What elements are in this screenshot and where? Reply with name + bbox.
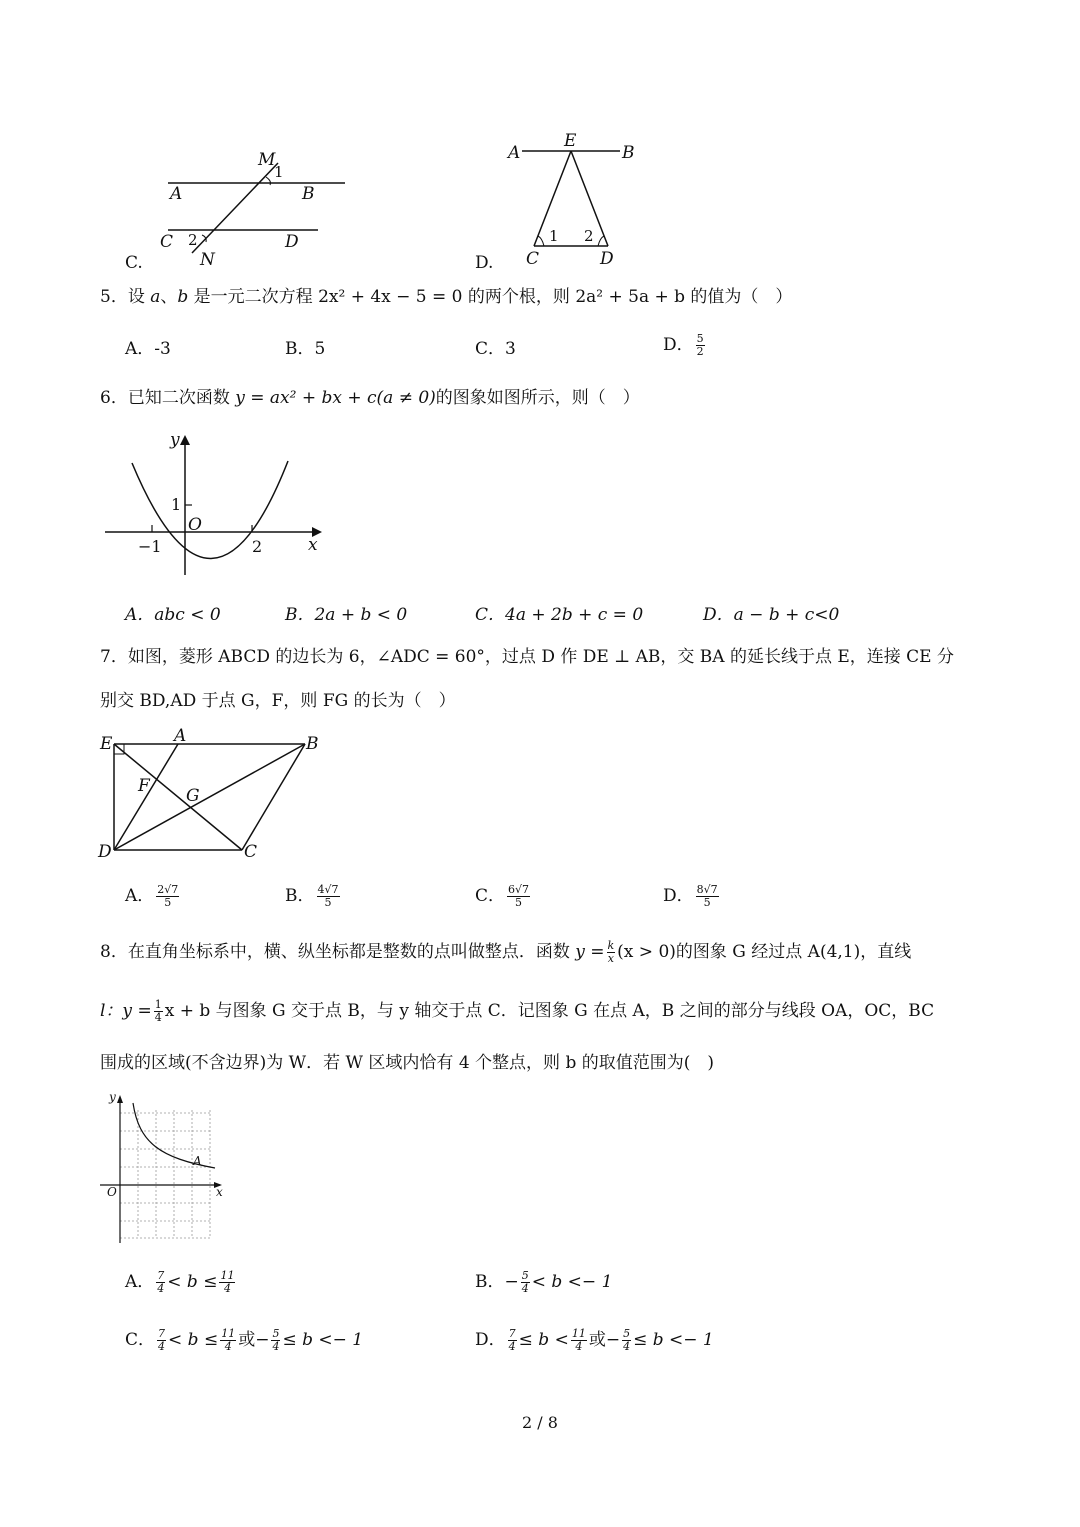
q8-option-a[interactable] (125, 1270, 237, 1295)
fraction-denominator: 4 (154, 1011, 162, 1024)
q7-option-c-fraction (507, 884, 530, 909)
fig-c-label-2: 2 (188, 231, 198, 249)
fraction-numerator: 1 (154, 998, 162, 1011)
q8-k-over-x (607, 940, 616, 965)
q5-expression: 2a² + 5a + b (575, 287, 686, 307)
q5-option-d-fraction (696, 333, 705, 358)
q7-option-b-label: B． (285, 886, 315, 906)
q5-var-b: b (177, 287, 189, 307)
q7-rhombus-figure (92, 725, 332, 865)
q8-origin-label: O (107, 1185, 117, 1199)
fraction (622, 1328, 631, 1353)
q8-axis-x-label: x (216, 1185, 223, 1199)
fraction (521, 1270, 530, 1295)
fraction-denominator: 4 (521, 1282, 529, 1295)
fraction (508, 1328, 517, 1353)
fraction-numerator: 4√7 (317, 883, 339, 896)
q6-axis-y-label: y (170, 430, 180, 450)
q8-one-quarter (154, 999, 163, 1024)
q7-label-d: D (98, 842, 112, 862)
option-c-label: C. (125, 253, 143, 273)
figure-c (120, 145, 360, 275)
fraction-denominator: 4 (157, 1282, 165, 1295)
q8-option-c-relation-1: < b ≤ (168, 1330, 219, 1350)
fraction (156, 1270, 165, 1295)
q7-option-a-label: A． (125, 886, 155, 906)
fraction-denominator: 5 (324, 896, 332, 909)
q7-option-a-fraction (156, 884, 179, 909)
q8-option-c-relation-2: ≤ b <− 1 (282, 1330, 364, 1350)
question-5-number: 5． (100, 287, 128, 307)
q6-parabola-svg (100, 425, 330, 585)
q6-text-2: 的图象如图所示，则（ ） (435, 388, 640, 408)
q7-label-b: B (306, 734, 319, 754)
q7-option-b[interactable] (285, 884, 342, 909)
q7-option-d[interactable] (663, 884, 721, 909)
q8-option-c-label: C． (125, 1330, 156, 1350)
q7-label-e: E (100, 734, 113, 754)
question-7-line-1 (100, 645, 954, 669)
q6-option-a[interactable]: A．abc < 0 (125, 605, 221, 625)
q8-option-a-relation: < b ≤ (167, 1272, 218, 1292)
fraction-denominator: 4 (223, 1282, 231, 1295)
q6-origin-label: O (188, 515, 202, 535)
fraction-numerator: 7 (508, 1327, 516, 1340)
q8-option-d-label: D． (475, 1330, 506, 1350)
fraction-numerator: 7 (158, 1327, 166, 1340)
fraction (157, 1328, 166, 1353)
q5-equation: 2x² + 4x − 5 = 0 (318, 287, 463, 307)
figure-c-diagram (120, 145, 360, 275)
fraction-denominator: 4 (224, 1340, 232, 1353)
fraction-numerator: 11 (571, 1327, 586, 1340)
q6-tick-2: 2 (252, 537, 263, 556)
fig-c-label-d: D (285, 232, 299, 252)
fraction-denominator: x (607, 952, 614, 965)
fraction (271, 1328, 280, 1353)
q8-option-d-relation-2: ≤ b <− 1 (633, 1330, 714, 1350)
q8-option-b-relation: < b <− 1 (531, 1272, 613, 1292)
option-d-label: D. (475, 253, 494, 273)
question-8-line-1 (100, 940, 911, 965)
fig-c-label-a: A (170, 184, 183, 204)
fraction-numerator: 5 (272, 1327, 280, 1340)
fraction-denominator: 2 (696, 345, 704, 358)
q7-option-d-fraction (696, 884, 719, 909)
q8-option-d[interactable] (475, 1328, 714, 1353)
fig-d-label-d: D (600, 249, 614, 269)
page-number: 2 / 8 (522, 1413, 558, 1432)
q6-tick-1: 1 (171, 495, 182, 514)
q8-option-d-relation-1: ≤ b < (518, 1330, 569, 1350)
fraction (220, 1328, 236, 1353)
fig-d-label-b: B (622, 143, 635, 163)
q8-option-c[interactable] (125, 1328, 363, 1353)
fraction-denominator: 4 (158, 1340, 166, 1353)
fraction (571, 1328, 587, 1353)
q7-text-line-1: 如图，菱形 ABCD 的边长为 6，∠ADC = 60°，过点 D 作 DE ⊥ AB，交 BA 的延长线于点 E，连接 CE 分 (127, 647, 954, 667)
q5-option-d[interactable] (663, 333, 707, 358)
q7-rhombus-svg (92, 725, 332, 865)
fraction-denominator: 5 (703, 896, 711, 909)
q7-label-a: A (174, 726, 187, 746)
fraction (219, 1270, 235, 1295)
fraction-numerator: 2√7 (157, 883, 179, 896)
fraction-numerator: 8√7 (696, 883, 718, 896)
fig-c-label-m: M (258, 150, 276, 170)
question-5-stem (100, 285, 792, 309)
fraction-numerator: 7 (157, 1269, 165, 1282)
fraction-numerator: 6√7 (508, 883, 530, 896)
or-minus: 或− (588, 1330, 621, 1350)
fraction-denominator: 5 (164, 896, 172, 909)
q6-option-d[interactable]: D．a − b + c<0 (703, 605, 840, 625)
or-minus: 或− (238, 1330, 270, 1350)
q8-axis-y-label: y (109, 1090, 116, 1104)
question-6-stem (100, 386, 640, 410)
q5-text-1: 设 (127, 287, 145, 307)
q5-option-d-label: D． (663, 335, 694, 355)
q6-option-c[interactable]: C．4a + 2b + c = 0 (475, 605, 644, 625)
fig-d-label-e: E (564, 131, 577, 151)
fig-d-label-1: 1 (549, 227, 559, 245)
q6-tick-neg1: −1 (138, 537, 162, 556)
q5-option-b[interactable]: B．5 (285, 339, 326, 359)
fraction-denominator: 4 (623, 1340, 631, 1353)
q5-var-a: a (150, 287, 161, 307)
fig-c-label-1: 1 (274, 163, 284, 181)
figure-d (470, 128, 650, 275)
q8-option-b[interactable] (475, 1270, 612, 1295)
q8-text-line-2b: x + b 与图象 G 交于点 B，与 y 轴交于点 C．记图象 G 在点 A，B 之间的部分与线段 OA，OC，BC (164, 1001, 935, 1021)
fraction-numerator: k (607, 939, 615, 952)
q7-label-g: G (186, 786, 200, 806)
q8-text-line-1a: 在直角坐标系中，横、纵坐标都是整数的点叫做整点．函数 (127, 942, 570, 962)
fig-c-label-n: N (200, 250, 215, 270)
q5-text-2: 是一元二次方程 (193, 287, 313, 307)
q7-option-d-label: D． (663, 886, 694, 906)
q7-option-c[interactable] (475, 884, 532, 909)
fig-c-label-b: B (302, 184, 315, 204)
q5-text-4: 的值为（ ） (690, 287, 793, 307)
q6-text-1: 已知二次函数 (127, 388, 230, 408)
question-8-line-3: 围成的区域(不含边界)为 W．若 W 区域内恰有 4 个整点，则 b 的取值范围为( ) (100, 1053, 714, 1073)
q8-option-b-label: B． (475, 1272, 505, 1292)
q6-parabola-graph (100, 425, 330, 585)
q8-text-line-1b: (x > 0)的图象 G 经过点 A(4,1)，直线 (617, 942, 912, 962)
fig-c-label-c: C (160, 232, 174, 252)
q6-option-b[interactable]: B．2a + b < 0 (285, 605, 408, 625)
q5-sep: 、 (160, 287, 178, 307)
q8-grid-svg (95, 1088, 235, 1248)
q6-axis-x-label: x (308, 535, 318, 555)
q8-option-a-label: A． (125, 1272, 155, 1292)
question-7-number: 7． (100, 647, 128, 667)
figure-d-diagram (470, 128, 650, 275)
question-7-line-2: 别交 BD,AD 于点 G，F，则 FG 的长为（ ） (100, 691, 456, 711)
q7-option-c-label: C． (475, 886, 506, 906)
fraction-numerator: 11 (221, 1327, 236, 1340)
question-6-number: 6． (100, 388, 128, 408)
q8-y-equals: y = (575, 942, 605, 962)
q5-option-a[interactable]: A．-3 (125, 339, 171, 359)
q6-function: y = ax² + bx + c(a ≠ 0) (235, 388, 436, 408)
fraction-numerator: 11 (220, 1269, 235, 1282)
question-8-line-2 (100, 999, 934, 1024)
question-8-number: 8． (100, 942, 128, 962)
fig-d-label-a: A (508, 143, 521, 163)
q8-point-a-label: A (193, 1154, 202, 1168)
q8-line-l: l：y = (100, 1001, 152, 1021)
fraction-denominator: 5 (515, 896, 523, 909)
minus-sign: − (504, 1272, 519, 1292)
fraction-denominator: 4 (575, 1340, 583, 1353)
q7-label-f: F (138, 776, 150, 796)
q5-option-c[interactable]: C．3 (475, 339, 516, 359)
fraction-numerator: 5 (696, 332, 704, 345)
q5-text-3: 的两个根，则 (467, 287, 570, 307)
fraction-numerator: 5 (521, 1269, 529, 1282)
fig-d-label-2: 2 (584, 227, 594, 245)
fraction-denominator: 4 (508, 1340, 516, 1353)
q7-option-a[interactable] (125, 884, 181, 909)
q8-grid-graph (95, 1088, 235, 1248)
fraction-denominator: 4 (272, 1340, 280, 1353)
q7-label-c: C (244, 842, 258, 862)
fraction-numerator: 5 (623, 1327, 631, 1340)
fig-d-label-c: C (526, 249, 540, 269)
q7-option-b-fraction (317, 884, 340, 909)
